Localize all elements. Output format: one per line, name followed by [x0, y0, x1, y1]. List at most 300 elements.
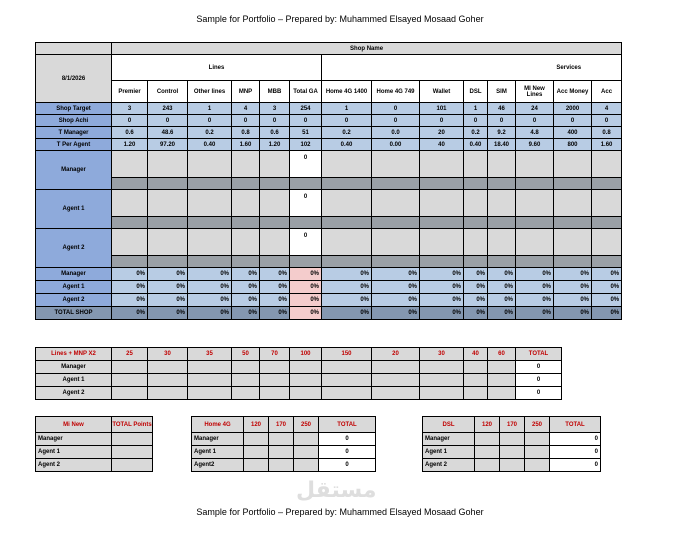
sub-cell [260, 178, 290, 190]
home4g-label: Agent 1 [192, 446, 244, 459]
metric-value: 0.0 [372, 127, 420, 139]
home4g-entry[interactable] [294, 433, 319, 446]
home4g-entry[interactable] [269, 459, 294, 472]
points-total: 0 [516, 361, 562, 374]
mi_new-label: Agent 2 [36, 459, 112, 472]
sub-cell [516, 256, 554, 268]
points-header: 100 [290, 348, 322, 361]
column-header: Acc [592, 81, 622, 103]
metric-value: 0 [372, 103, 420, 115]
achievement-percent: 0% [372, 294, 420, 307]
points-header: 70 [260, 348, 290, 361]
points-entry[interactable] [290, 374, 322, 387]
entry-cell[interactable] [554, 229, 592, 256]
achievement-percent: 0% [488, 307, 516, 320]
home4g-total: 0 [319, 459, 376, 472]
achievement-percent: 0% [290, 281, 322, 294]
metric-value: 0.6 [260, 127, 290, 139]
entry-cell[interactable] [112, 151, 148, 178]
points-entry[interactable] [290, 361, 322, 374]
home4g-total: 0 [319, 433, 376, 446]
achievement-percent: 0% [232, 268, 260, 281]
achievement-percent: 0% [112, 281, 148, 294]
person-sub-row [36, 256, 622, 268]
achievement-percent: 0% [516, 281, 554, 294]
points-entry[interactable] [420, 374, 464, 387]
entry-cell[interactable] [554, 151, 592, 178]
achievement-percent: 0% [260, 294, 290, 307]
metric-value: 1.20 [260, 139, 290, 151]
home4g-label: Manager [192, 433, 244, 446]
achievement-percent: 0% [516, 307, 554, 320]
person-total-ga: 0 [290, 151, 322, 178]
sub-cell [322, 178, 372, 190]
points-entry[interactable] [188, 374, 232, 387]
metric-value: 0 [372, 115, 420, 127]
column-header: Home 4G 1400 [322, 81, 372, 103]
person-entry-row [36, 151, 622, 178]
column-header: SIM [488, 81, 516, 103]
mi_new-entry[interactable] [112, 459, 153, 472]
column-header: Premier [112, 81, 148, 103]
dsl-total: 0 [550, 433, 601, 446]
dsl-total: 0 [550, 446, 601, 459]
achievement-percent: 0% [188, 294, 232, 307]
entry-cell[interactable] [188, 229, 232, 256]
points-header: 25 [112, 348, 148, 361]
sub-cell [554, 178, 592, 190]
achievement-percent: 0% [464, 281, 488, 294]
dsl-entry[interactable] [500, 433, 525, 446]
points-entry[interactable] [488, 387, 516, 400]
entry-cell[interactable] [322, 229, 372, 256]
mi_new-row [36, 433, 153, 446]
sub-cell [554, 256, 592, 268]
metric-value: 0.2 [464, 127, 488, 139]
date-cell: 8/1/2026 [36, 55, 112, 103]
column-header: Other lines [188, 81, 232, 103]
points-header: 40 [464, 348, 488, 361]
person-label: Agent 1 [36, 190, 112, 229]
dsl-entry[interactable] [475, 446, 500, 459]
sub-cell [232, 178, 260, 190]
metric-value: 4 [592, 103, 622, 115]
metric-value: 2000 [554, 103, 592, 115]
sub-cell [592, 217, 622, 229]
points-header: 35 [188, 348, 232, 361]
points-entry[interactable] [112, 361, 148, 374]
sub-cell [112, 217, 148, 229]
achievement-percent: 0% [554, 281, 592, 294]
entry-cell[interactable] [554, 190, 592, 217]
column-header: MBB [260, 81, 290, 103]
sub-cell [516, 217, 554, 229]
dsl-header: 120 [475, 417, 500, 433]
metric-value: 24 [516, 103, 554, 115]
achievement-percent: 0% [420, 281, 464, 294]
home4g-header: 170 [269, 417, 294, 433]
entry-cell[interactable] [112, 229, 148, 256]
points-entry[interactable] [232, 387, 260, 400]
dsl-header: 250 [525, 417, 550, 433]
metric-value: 0.00 [372, 139, 420, 151]
person-label: Manager [36, 151, 112, 190]
points-entry[interactable] [188, 361, 232, 374]
achievement-percent: 0% [112, 268, 148, 281]
points-entry[interactable] [260, 387, 290, 400]
entry-cell[interactable] [232, 229, 260, 256]
entry-cell[interactable] [322, 151, 372, 178]
points-entry[interactable] [488, 374, 516, 387]
points-header: 30 [420, 348, 464, 361]
sub-cell [488, 256, 516, 268]
metric-row [36, 139, 622, 151]
points-entry[interactable] [260, 374, 290, 387]
dsl-entry[interactable] [500, 446, 525, 459]
metric-value: 0.8 [232, 127, 260, 139]
entry-cell[interactable] [420, 229, 464, 256]
entry-cell[interactable] [260, 190, 290, 217]
mi_new-row [36, 459, 153, 472]
points-label: Agent 1 [36, 374, 112, 387]
metric-value: 9.60 [516, 139, 554, 151]
home4g-row [192, 433, 376, 446]
points-entry[interactable] [232, 374, 260, 387]
metric-value: 51 [290, 127, 322, 139]
services-group-header: Services [322, 55, 622, 81]
points-entry[interactable] [260, 361, 290, 374]
achievement-percent: 0% [554, 268, 592, 281]
sub-cell [290, 178, 322, 190]
dsl-entry[interactable] [500, 459, 525, 472]
sub-cell [488, 217, 516, 229]
achievement-percent: 0% [148, 294, 188, 307]
achievement-percent: 0% [232, 281, 260, 294]
dsl-entry[interactable] [525, 459, 550, 472]
page-footer: Sample for Portfolio – Prepared by: Muhammed Elsayed Mosaad Goher [196, 507, 484, 517]
metric-value: 1.20 [112, 139, 148, 151]
mi_new-entry[interactable] [112, 433, 153, 446]
column-header: MNP [232, 81, 260, 103]
metric-label: T Manager [36, 127, 112, 139]
metric-value: 400 [554, 127, 592, 139]
entry-cell[interactable] [592, 190, 622, 217]
metric-value: 102 [290, 139, 322, 151]
home4g-header: TOTAL [319, 417, 376, 433]
sub-cell [260, 217, 290, 229]
sub-cell [148, 256, 188, 268]
entry-cell[interactable] [516, 229, 554, 256]
dsl-label: Agent 1 [423, 446, 475, 459]
lines-points-row [36, 387, 562, 400]
entry-cell[interactable] [148, 151, 188, 178]
metric-value: 1 [188, 103, 232, 115]
metric-value: 4.8 [516, 127, 554, 139]
home4g-row [192, 446, 376, 459]
entry-cell[interactable] [372, 229, 420, 256]
dsl-entry[interactable] [475, 459, 500, 472]
sub-cell [420, 178, 464, 190]
mi_new-header-row [36, 417, 153, 433]
sub-cell [592, 256, 622, 268]
entry-cell[interactable] [488, 190, 516, 217]
lines-points-header [36, 348, 562, 361]
metric-value: 243 [148, 103, 188, 115]
metric-value: 0.40 [188, 139, 232, 151]
lines-points-table [35, 347, 562, 400]
entry-cell[interactable] [420, 190, 464, 217]
metric-value: 48.6 [148, 127, 188, 139]
sub-cell [592, 178, 622, 190]
sub-cell [464, 217, 488, 229]
entry-cell[interactable] [260, 229, 290, 256]
points-entry[interactable] [232, 361, 260, 374]
entry-cell[interactable] [592, 151, 622, 178]
entry-cell[interactable] [260, 151, 290, 178]
points-entry[interactable] [290, 387, 322, 400]
achievement-percent: 0% [420, 307, 464, 320]
metric-value: 0.2 [188, 127, 232, 139]
person-total-ga: 0 [290, 229, 322, 256]
home4g-entry[interactable] [294, 446, 319, 459]
points-entry[interactable] [112, 374, 148, 387]
dsl-header: DSL [423, 417, 475, 433]
dsl-entry[interactable] [475, 433, 500, 446]
achievement-label: Agent 1 [36, 281, 112, 294]
column-header: DSL [464, 81, 488, 103]
points-entry[interactable] [322, 387, 372, 400]
points-entry[interactable] [464, 387, 488, 400]
sub-cell [112, 178, 148, 190]
home4g-header: 120 [244, 417, 269, 433]
person-entry-row [36, 229, 622, 256]
mi_new-entry[interactable] [112, 446, 153, 459]
achievement-percent: 0% [260, 281, 290, 294]
dsl-header: TOTAL [550, 417, 601, 433]
metric-value: 20 [420, 127, 464, 139]
achievement-percent: 0% [516, 294, 554, 307]
points-entry[interactable] [372, 387, 420, 400]
column-header: MI New Lines [516, 81, 554, 103]
achievement-percent: 0% [488, 281, 516, 294]
points-header: 20 [372, 348, 420, 361]
dsl-row [423, 433, 601, 446]
entry-cell[interactable] [372, 151, 420, 178]
points-header: TOTAL [516, 348, 562, 361]
achievement-percent: 0% [322, 294, 372, 307]
lines-points-row [36, 374, 562, 387]
metric-value: 0 [488, 115, 516, 127]
dsl-entry[interactable] [525, 446, 550, 459]
person-sub-row [36, 217, 622, 229]
points-label: Agent 2 [36, 387, 112, 400]
metric-value: 0 [290, 115, 322, 127]
sub-cell [290, 217, 322, 229]
metric-value: 254 [290, 103, 322, 115]
watermark-logo: مستقل [296, 478, 377, 503]
metric-value: 0 [112, 115, 148, 127]
entry-cell[interactable] [464, 151, 488, 178]
points-entry[interactable] [322, 361, 372, 374]
metric-label: Shop Achi [36, 115, 112, 127]
metric-row [36, 127, 622, 139]
achievement-percent: 0% [554, 294, 592, 307]
points-entry[interactable] [188, 387, 232, 400]
points-entry[interactable] [148, 387, 188, 400]
achievement-percent: 0% [464, 307, 488, 320]
achievement-percent: 0% [290, 307, 322, 320]
column-header: Total GA [290, 81, 322, 103]
metric-value: 0 [232, 115, 260, 127]
achievement-label: Agent 2 [36, 294, 112, 307]
home4g-entry[interactable] [244, 433, 269, 446]
home4g-entry[interactable] [269, 446, 294, 459]
achievement-percent: 0% [112, 307, 148, 320]
sub-cell [232, 256, 260, 268]
metric-value: 0 [188, 115, 232, 127]
achievement-percent: 0% [592, 268, 622, 281]
points-header: 150 [322, 348, 372, 361]
achievement-percent: 0% [420, 268, 464, 281]
achievement-percent: 0% [464, 268, 488, 281]
achievement-percent: 0% [148, 281, 188, 294]
home4g-header: Home 4G [192, 417, 244, 433]
points-entry[interactable] [112, 387, 148, 400]
achievement-percent: 0% [232, 294, 260, 307]
entry-cell[interactable] [188, 151, 232, 178]
points-entry[interactable] [148, 374, 188, 387]
metric-value: 0.40 [464, 139, 488, 151]
entry-cell[interactable] [516, 190, 554, 217]
points-header: Lines + MNP X2 [36, 348, 112, 361]
metric-value: 18.40 [488, 139, 516, 151]
achievement-percent: 0% [188, 268, 232, 281]
entry-cell[interactable] [112, 190, 148, 217]
sub-cell [554, 217, 592, 229]
achievement-percent: 0% [372, 268, 420, 281]
person-sub-row [36, 178, 622, 190]
entry-cell[interactable] [420, 151, 464, 178]
entry-cell[interactable] [148, 229, 188, 256]
achievement-percent: 0% [290, 294, 322, 307]
entry-cell[interactable] [232, 190, 260, 217]
achievement-percent: 0% [592, 281, 622, 294]
achievement-percent: 0% [592, 294, 622, 307]
metric-value: 3 [112, 103, 148, 115]
lines-group-header: Lines [112, 55, 322, 81]
metric-value: 0.6 [112, 127, 148, 139]
entry-cell[interactable] [516, 151, 554, 178]
achievement-label: TOTAL SHOP [36, 307, 112, 320]
metric-value: 0 [592, 115, 622, 127]
entry-cell[interactable] [188, 190, 232, 217]
points-entry[interactable] [464, 361, 488, 374]
entry-cell[interactable] [372, 190, 420, 217]
sub-cell [148, 217, 188, 229]
sub-cell [148, 178, 188, 190]
achievement-percent: 0% [112, 294, 148, 307]
achievement-percent: 0% [516, 268, 554, 281]
achievement-percent: 0% [232, 307, 260, 320]
home4g-header-row [192, 417, 376, 433]
home4g-row [192, 459, 376, 472]
points-entry[interactable] [420, 361, 464, 374]
metric-value: 1.60 [592, 139, 622, 151]
mi_new-label: Agent 1 [36, 446, 112, 459]
home4g-entry[interactable] [244, 446, 269, 459]
points-entry[interactable] [372, 361, 420, 374]
home4g-entry[interactable] [244, 459, 269, 472]
metric-value: 0.8 [592, 127, 622, 139]
achievement-percent: 0% [322, 307, 372, 320]
metric-value: 40 [420, 139, 464, 151]
person-total-ga: 0 [290, 190, 322, 217]
points-entry[interactable] [372, 374, 420, 387]
home-4g-table [191, 416, 376, 472]
achievement-row [36, 268, 622, 281]
points-entry[interactable] [148, 361, 188, 374]
achievement-percent: 0% [148, 307, 188, 320]
metric-row [36, 115, 622, 127]
points-header: 60 [488, 348, 516, 361]
mi_new-header: TOTAL Points [112, 417, 153, 433]
entry-cell[interactable] [488, 151, 516, 178]
home4g-entry[interactable] [294, 459, 319, 472]
points-entry[interactable] [488, 361, 516, 374]
metric-value: 4 [232, 103, 260, 115]
metric-label: T Per Agent [36, 139, 112, 151]
points-entry[interactable] [420, 387, 464, 400]
achievement-percent: 0% [188, 307, 232, 320]
sub-cell [290, 256, 322, 268]
achievement-percent: 0% [188, 281, 232, 294]
entry-cell[interactable] [464, 190, 488, 217]
sub-cell [420, 256, 464, 268]
home4g-label: Agent2 [192, 459, 244, 472]
achievement-percent: 0% [260, 268, 290, 281]
dsl-entry[interactable] [525, 433, 550, 446]
entry-cell[interactable] [322, 190, 372, 217]
home4g-entry[interactable] [269, 433, 294, 446]
points-entry[interactable] [464, 374, 488, 387]
achievement-row [36, 294, 622, 307]
entry-cell[interactable] [592, 229, 622, 256]
total-shop-row [36, 307, 622, 320]
entry-cell[interactable] [464, 229, 488, 256]
home4g-header: 250 [294, 417, 319, 433]
metric-value: 0 [322, 115, 372, 127]
entry-cell[interactable] [148, 190, 188, 217]
dsl-row [423, 446, 601, 459]
metric-value: 0 [260, 115, 290, 127]
achievement-percent: 0% [488, 268, 516, 281]
sub-cell [188, 217, 232, 229]
metric-value: 46 [488, 103, 516, 115]
metric-value: 1.60 [232, 139, 260, 151]
sub-cell [188, 256, 232, 268]
metric-value: 0.2 [322, 127, 372, 139]
points-entry[interactable] [322, 374, 372, 387]
metric-value: 0 [464, 115, 488, 127]
shop-name-spacer [36, 43, 112, 55]
metric-value: 0 [554, 115, 592, 127]
entry-cell[interactable] [488, 229, 516, 256]
entry-cell[interactable] [232, 151, 260, 178]
sub-cell [420, 217, 464, 229]
sub-cell [372, 217, 420, 229]
sub-cell [372, 178, 420, 190]
sub-cell [188, 178, 232, 190]
